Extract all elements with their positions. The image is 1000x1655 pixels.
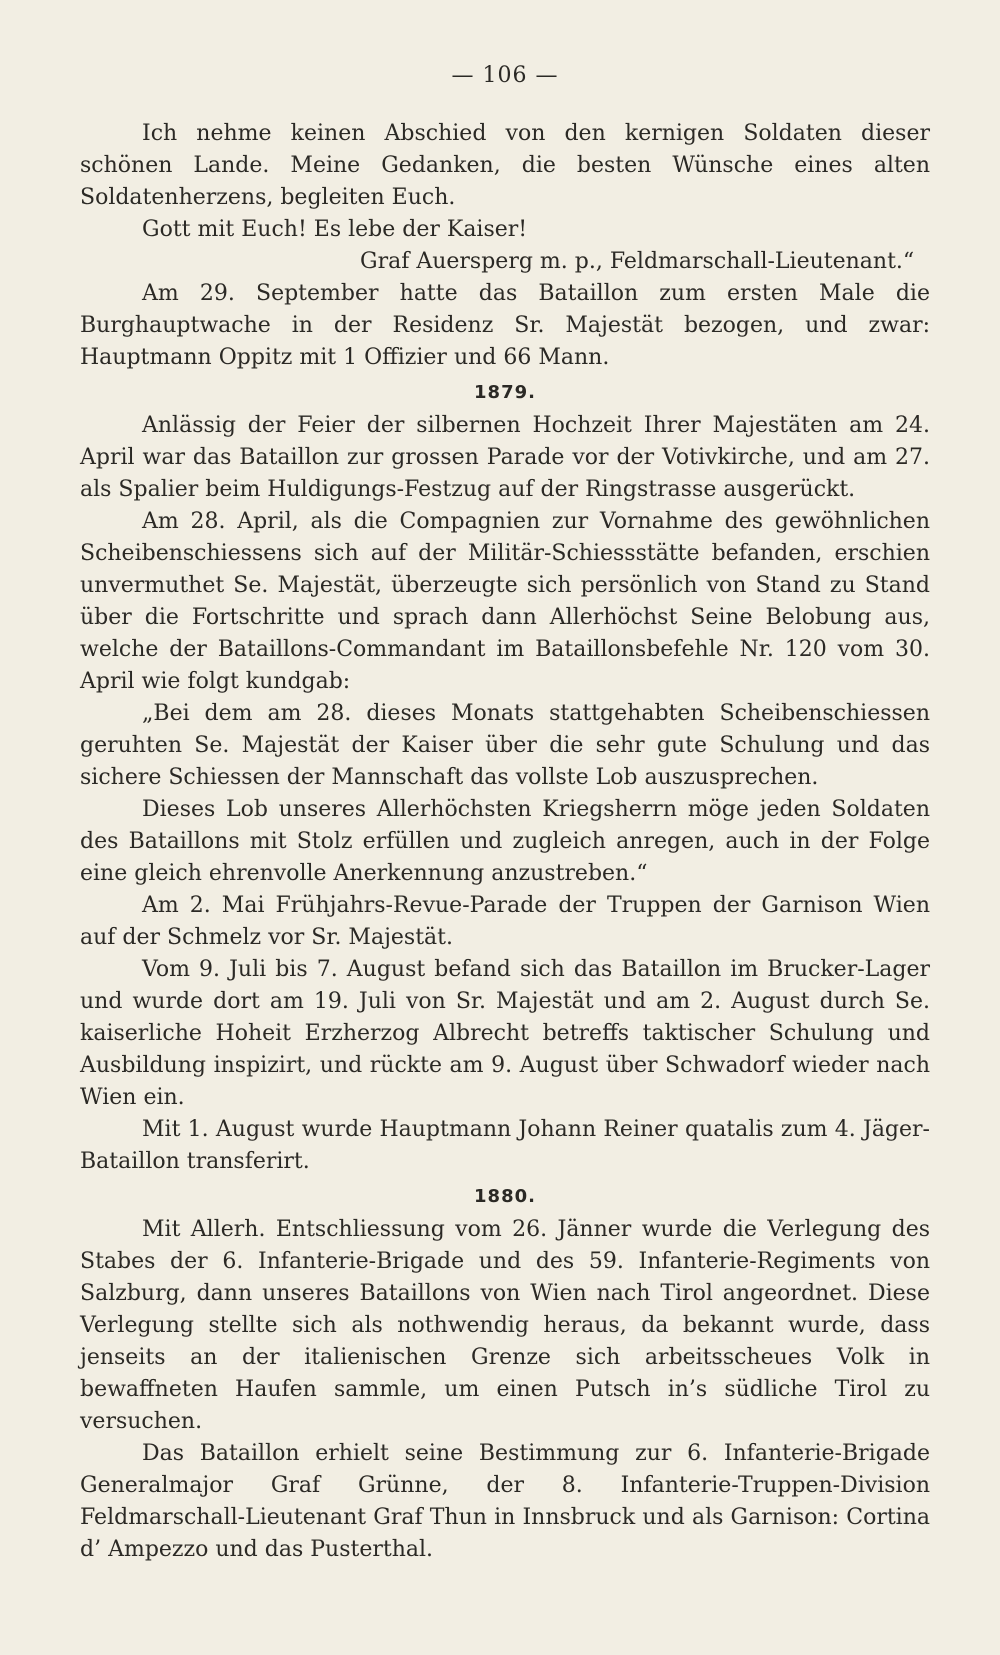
paragraph: Mit 1. August wurde Hauptmann Johann Reiner quatalis zum 4. Jäger-Bataillon transferirt.: [80, 1117, 930, 1174]
signature-line: Graf Auersperg m. p., Feldmarschall-Lieutenant.“: [360, 249, 915, 274]
paragraph: Am 29. September hatte das Bataillon zum ersten Male die Burghauptwache in der Residenz Sr. Majestät bezogen, und zwar: Hauptmann Oppitz mit 1 Offizier und 66 Mann.: [80, 281, 930, 370]
quoted-paragraph: Dieses Lob unseres Allerhöchsten Kriegsherrn möge jeden Soldaten des Bataillons mit Stolz erfüllen und zugleich anregen, auch in der Folge eine gleich ehrenvolle Anerkennung anzustreben.“: [80, 797, 930, 886]
paragraph: Mit Allerh. Entschliessung vom 26. Jänner wurde die Verlegung des Stabes der 6. Infanterie-Brigade und des 59. Infanterie-Regiments von Salzburg, dann unseres Bataillons von Wien nach Tirol angeordnet. Diese Verlegung stellte sich als nothwendig heraus, da bekannt wurde, dass jenseits an der italienischen Grenze sich arbeitsscheues Volk in bewaffneten Haufen sammle, um einen Putsch in’s südliche Tirol zu versuchen.: [80, 1217, 930, 1434]
page-text-block: [80, 60, 930, 1566]
year-heading: 1880.: [474, 1186, 536, 1207]
paragraph: Vom 9. Juli bis 7. August befand sich das Bataillon im Brucker-Lager und wurde dort am 19. Juli von Sr. Majestät und am 2. August durch Se. kaiserliche Hoheit Erzherzog Albrecht betreffs taktischer Schulung und Ausbildung inspizirt, und rückte am 9. August über Schwadorf wieder nach Wien ein.: [80, 957, 930, 1110]
paragraph: Am 28. April, als die Compagnien zur Vornahme des gewöhnlichen Scheibenschiessens sich auf der Militär-Schiessstätte befanden, erschien unvermuthet Se. Majestät, überzeugte sich persönlich von Stand zu Stand über die Fortschritte und sprach dann Allerhöchst Seine Belobung aus, welche der Bataillons-Commandant im Bataillonsbefehle Nr. 120 vom 30. April wie folgt kundgab:: [80, 509, 930, 694]
paragraph: Ich nehme keinen Abschied von den kernigen Soldaten dieser schönen Lande. Meine Gedanken, die besten Wünsche eines alten Soldatenherzens, begleiten Euch.: [80, 121, 930, 210]
quoted-paragraph: „Bei dem am 28. dieses Monats stattgehabten Scheibenschiessen geruhten Se. Majestät der Kaiser über die sehr gute Schulung und das sichere Schiessen der Mannschaft das vollste Lob auszusprechen.: [80, 701, 930, 790]
paragraph: Das Bataillon erhielt seine Bestimmung zur 6. Infanterie-Brigade Generalmajor Graf Grünne, der 8. Infanterie-Truppen-Division Feldmarschall-Lieutenant Graf Thun in Innsbruck und als Garnison: Cortina d’ Ampezzo und das Pusterthal.: [80, 1441, 930, 1562]
paragraph: Anlässig der Feier der silbernen Hochzeit Ihrer Majestäten am 24. April war das Bataillon zur grossen Parade vor der Votivkirche, und am 27. als Spalier beim Huldigungs-Festzug auf der Ringstrasse ausgerückt.: [80, 413, 930, 502]
paragraph: Am 2. Mai Frühjahrs-Revue-Parade der Truppen der Garnison Wien auf der Schmelz vor Sr. Majestät.: [80, 893, 930, 950]
paragraph: Gott mit Euch! Es lebe der Kaiser!: [142, 217, 528, 242]
year-heading: 1879.: [474, 382, 536, 403]
page-number: — 106 —: [451, 63, 559, 88]
